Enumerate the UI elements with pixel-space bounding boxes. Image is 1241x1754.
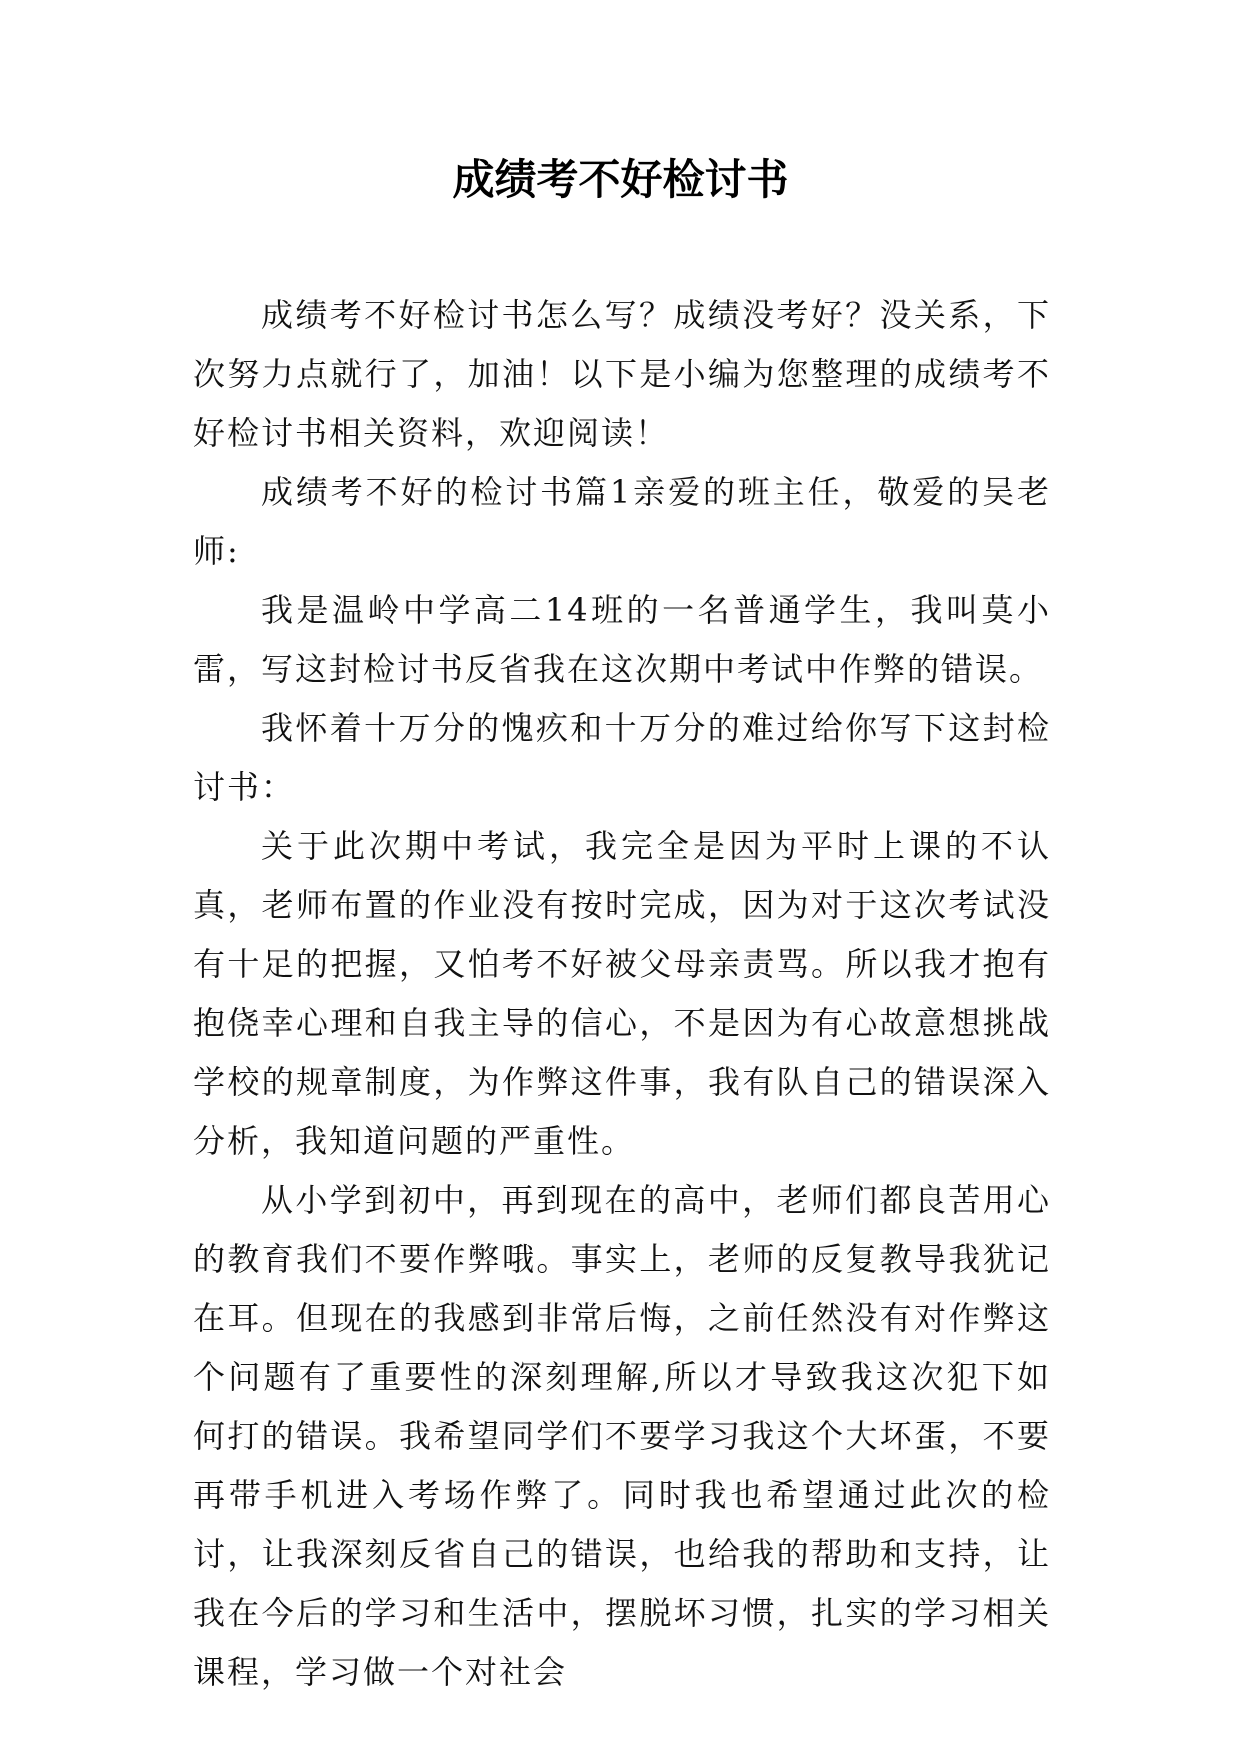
document-body bbox=[193, 286, 1051, 1702]
paragraph: 我怀着十万分的愧疚和十万分的难过给你写下这封检讨书： bbox=[193, 709, 1051, 806]
paragraph: 我是温岭中学高二14班的一名普通学生，我叫莫小雷，写这封检讨书反省我在这次期中考试中作弊的错误。 bbox=[193, 591, 1051, 688]
paragraph: 关于此次期中考试，我完全是因为平时上课的不认真，老师布置的作业没有按时完成，因为对于这次考试没有十足的把握，又怕考不好被父母亲责骂。所以我才抱有抱侥幸心理和自我主导的信心，不是因为有心故意想挑战学校的规章制度，为作弊这件事，我有队自己的错误深入分析，我知道问题的严重性。 bbox=[193, 827, 1051, 1160]
paragraph: 从小学到初中，再到现在的高中，老师们都良苦用心的教育我们不要作弊哦。事实上，老师的反复教导我犹记在耳。但现在的我感到非常后悔，之前任然没有对作弊这个问题有了重要性的深刻理解,所以才导致我这次犯下如何打的错误。我希望同学们不要学习我这个大坏蛋，不要再带手机进入考场作弊了。同时我也希望通过此次的检讨，让我深刻反省自己的错误，也给我的帮助和支持，让我在今后的学习和生活中，摆脱坏习惯，扎实的学习相关课程，学习做一个对社会 bbox=[193, 1181, 1051, 1691]
paragraph: 成绩考不好的检讨书篇1亲爱的班主任，敬爱的吴老师: bbox=[193, 473, 1051, 570]
document-title: 成绩考不好检讨书 bbox=[452, 155, 789, 204]
paragraph: 成绩考不好检讨书怎么写？成绩没考好？没关系，下次努力点就行了，加油！以下是小编为您整理的成绩考不好检讨书相关资料，欢迎阅读！ bbox=[193, 296, 1051, 452]
